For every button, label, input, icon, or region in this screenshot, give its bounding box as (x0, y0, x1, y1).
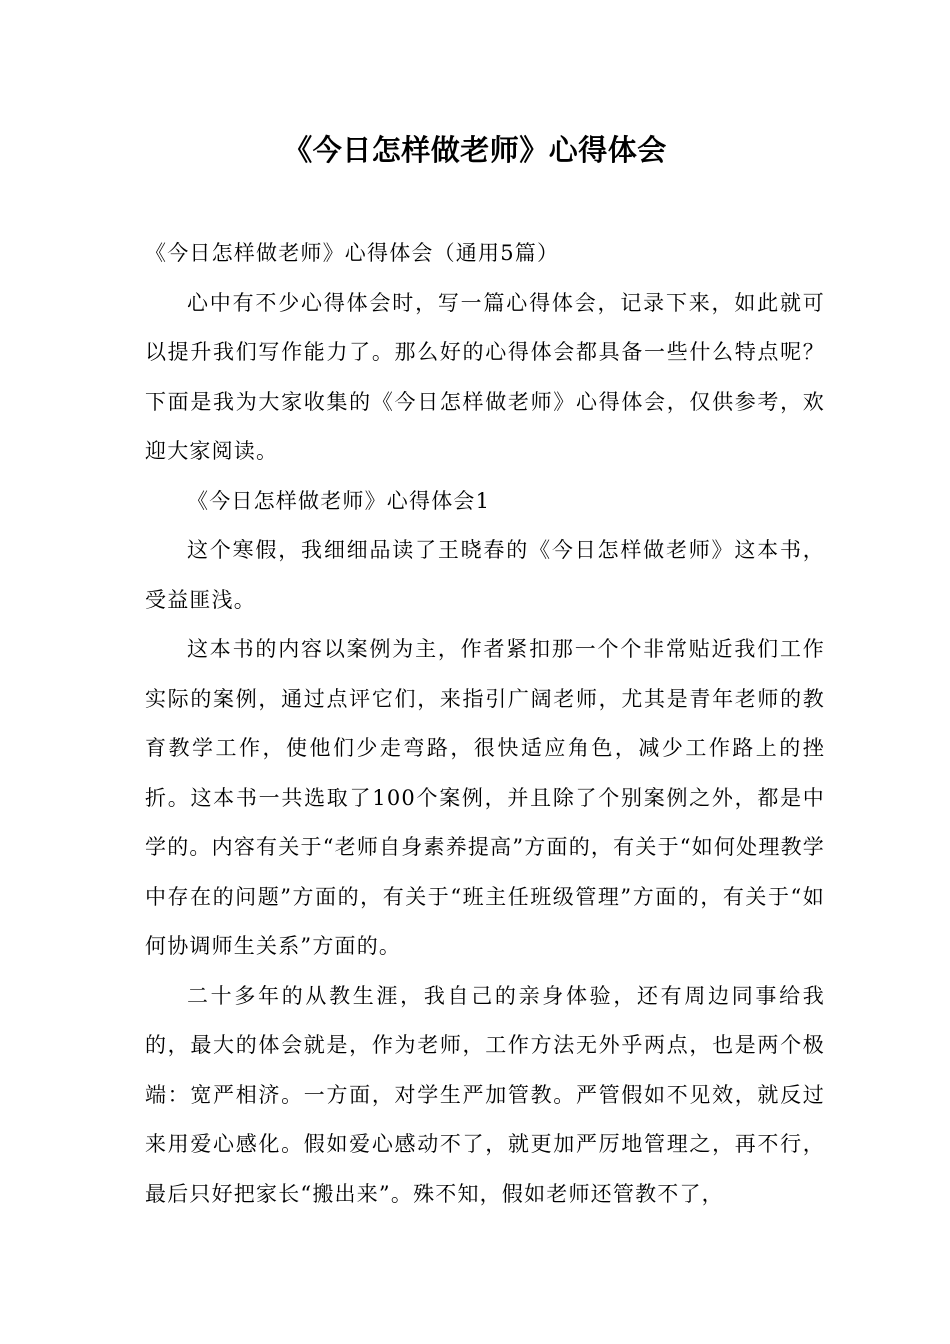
intro-paragraph: 心中有不少心得体会时，写一篇心得体会，记录下来，如此就可以提升我们写作能力了。那么好的心得体会都具备一些什么特点呢？下面是我为大家收集的《今日怎样做老师》心得体会，仅供参考，欢迎大家阅读。 (145, 290, 825, 463)
body-paragraph: 这本书的内容以案例为主，作者紧扣那一个个非常贴近我们工作实际的案例，通过点评它们，来指引广阔老师，尤其是青年老师的教育教学工作，使他们少走弯路，很快适应角色，减少工作路上的挫折。这本书一共选取了100个案例，并且除了个别案例之外，都是中学的。内容有关于“老师自身素养提高”方面的，有关于“如何处理教学中存在的问题”方面的，有关于“班主任班级管理”方面的，有关于“如何协调师生关系”方面的。 (145, 637, 825, 958)
document-title: 《今日怎样做老师》心得体会 (283, 133, 667, 167)
body-paragraph: 这个寒假，我细细品读了王晓春的《今日怎样做老师》这本书，受益匪浅。 (145, 538, 825, 612)
body-paragraph: 二十多年的从教生涯，我自己的亲身体验，还有周边同事给我的，最大的体会就是，作为老师，工作方法无外乎两点，也是两个极端：宽严相济。一方面，对学生严加管教。严管假如不见效，就反过来用爱心感化。假如爱心感动不了，就更加严厉地管理之，再不行，最后只好把家长“搬出来”。殊不知，假如老师还管教不了， (145, 983, 825, 1206)
document-body (145, 229, 825, 1219)
document-subtitle: 《今日怎样做老师》心得体会（通用5篇） (145, 241, 560, 265)
section-heading-1: 《今日怎样做老师》心得体会1 (187, 488, 491, 513)
